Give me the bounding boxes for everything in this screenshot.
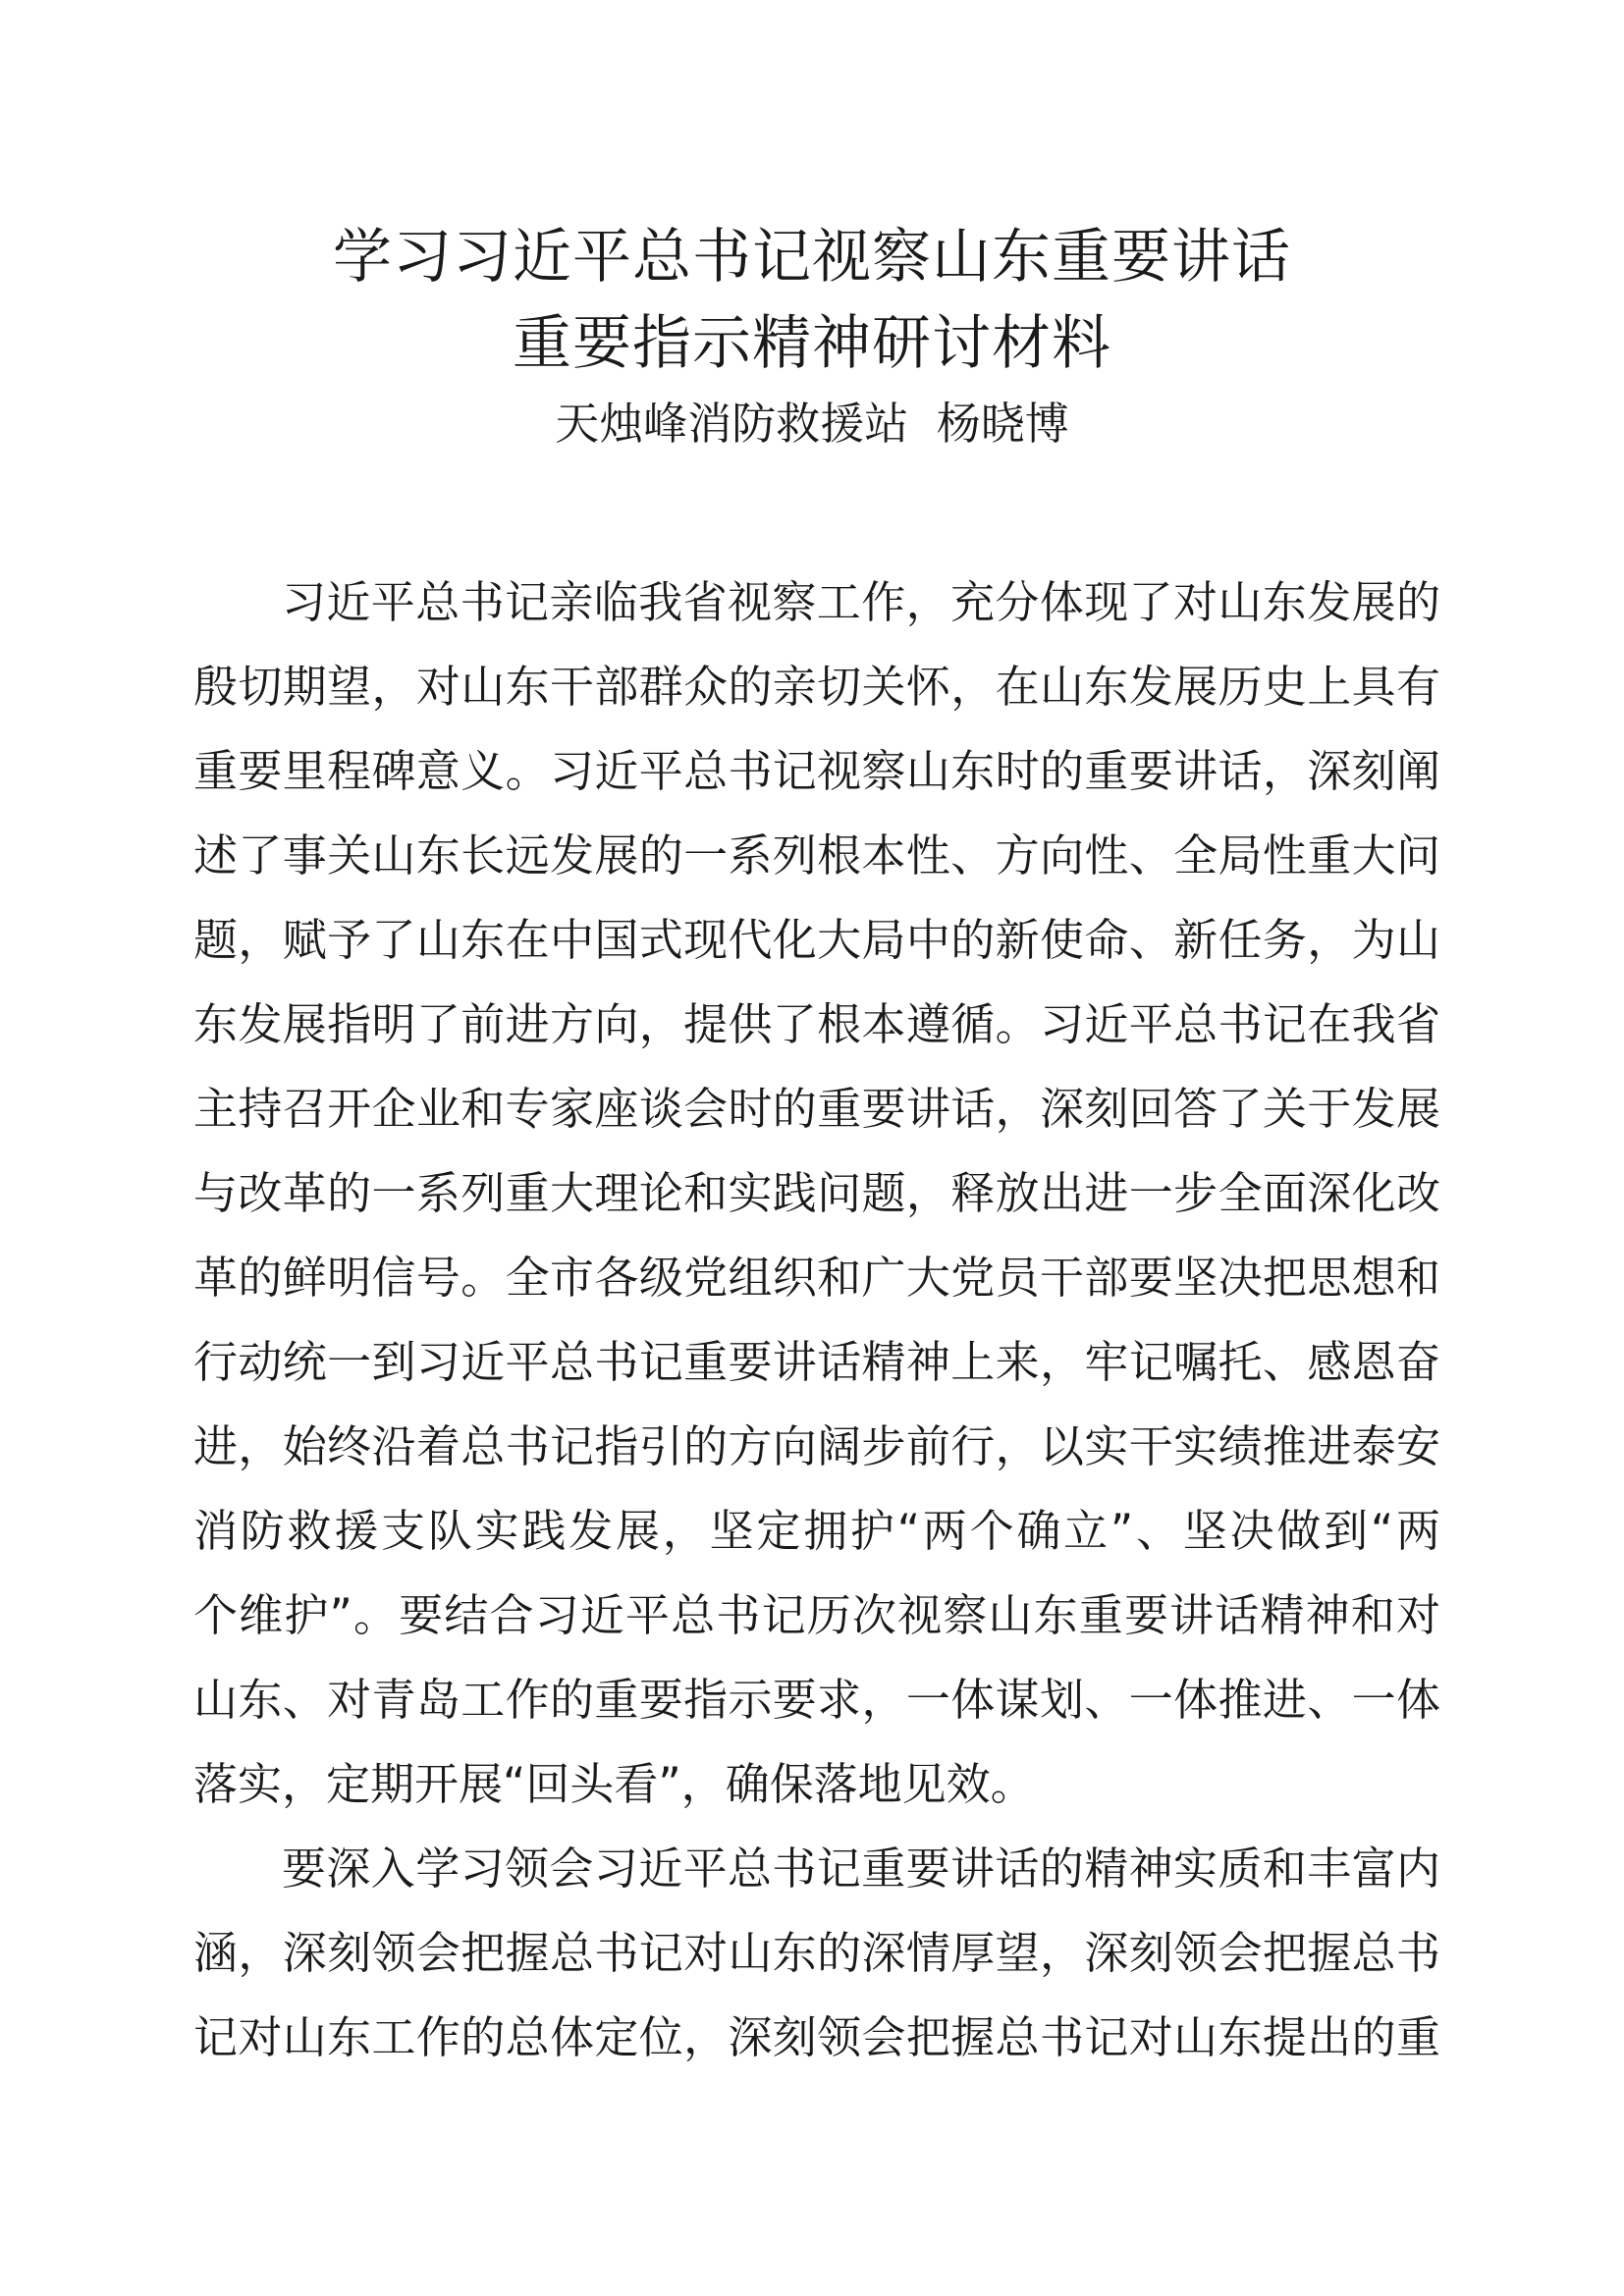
paragraph-line: 个维护”。要结合习近平总书记历次视察山东重要讲话精神和对: [193, 1589, 1440, 1641]
document-title-line-1: 学习习近平总书记视察山东重要讲话: [333, 223, 1291, 292]
document-title-line-2: 重要指示精神研讨材料: [513, 309, 1111, 378]
paragraph-line: 习近平总书记亲临我省视察工作，充分体现了对山东发展的: [282, 576, 1440, 628]
paragraph-line: 涵，深刻领会把握总书记对山东的深情厚望，深刻领会把握总书: [193, 1927, 1440, 1979]
paragraph-line: 东发展指明了前进方向，提供了根本遵循。习近平总书记在我省: [193, 998, 1440, 1050]
paragraph-line: 要深入学习领会习近平总书记重要讲话的精神实质和丰富内: [282, 1842, 1440, 1895]
paragraph-line: 与改革的一系列重大理论和实践问题，释放出进一步全面深化改: [193, 1167, 1440, 1219]
paragraph-line: 落实，定期开展“回头看”，确保落地见效。: [193, 1758, 1035, 1810]
paragraph-line: 述了事关山东长远发展的一系列根本性、方向性、全局性重大问: [193, 829, 1440, 881]
paragraph-line: 革的鲜明信号。全市各级党组织和广大党员干部要坚决把思想和: [193, 1252, 1440, 1304]
paragraph-line: 殷切期望，对山东干部群众的亲切关怀，在山东发展历史上具有: [193, 661, 1440, 713]
paragraph-line: 记对山东工作的总体定位，深刻领会把握总书记对山东提出的重: [193, 2011, 1440, 2063]
paragraph-line: 山东、对青岛工作的重要指示要求，一体谋划、一体推进、一体: [193, 1674, 1440, 1726]
author-byline: 天烛峰消防救援站 杨晓博: [555, 398, 1069, 450]
paragraph-line: 进，始终沿着总书记指引的方向阔步前行，以实干实绩推进泰安: [193, 1420, 1440, 1472]
paragraph-line: 消防救援支队实践发展，坚定拥护“两个确立”、坚决做到“两: [193, 1505, 1440, 1557]
paragraph-line: 题，赋予了山东在中国式现代化大局中的新使命、新任务，为山: [193, 914, 1440, 966]
paragraph-line: 主持召开企业和专家座谈会时的重要讲话，深刻回答了关于发展: [193, 1083, 1440, 1135]
paragraph-line: 重要里程碑意义。习近平总书记视察山东时的重要讲话，深刻阐: [193, 745, 1440, 797]
paragraph-line: 行动统一到习近平总书记重要讲话精神上来，牢记嘱托、感恩奋: [193, 1336, 1440, 1388]
